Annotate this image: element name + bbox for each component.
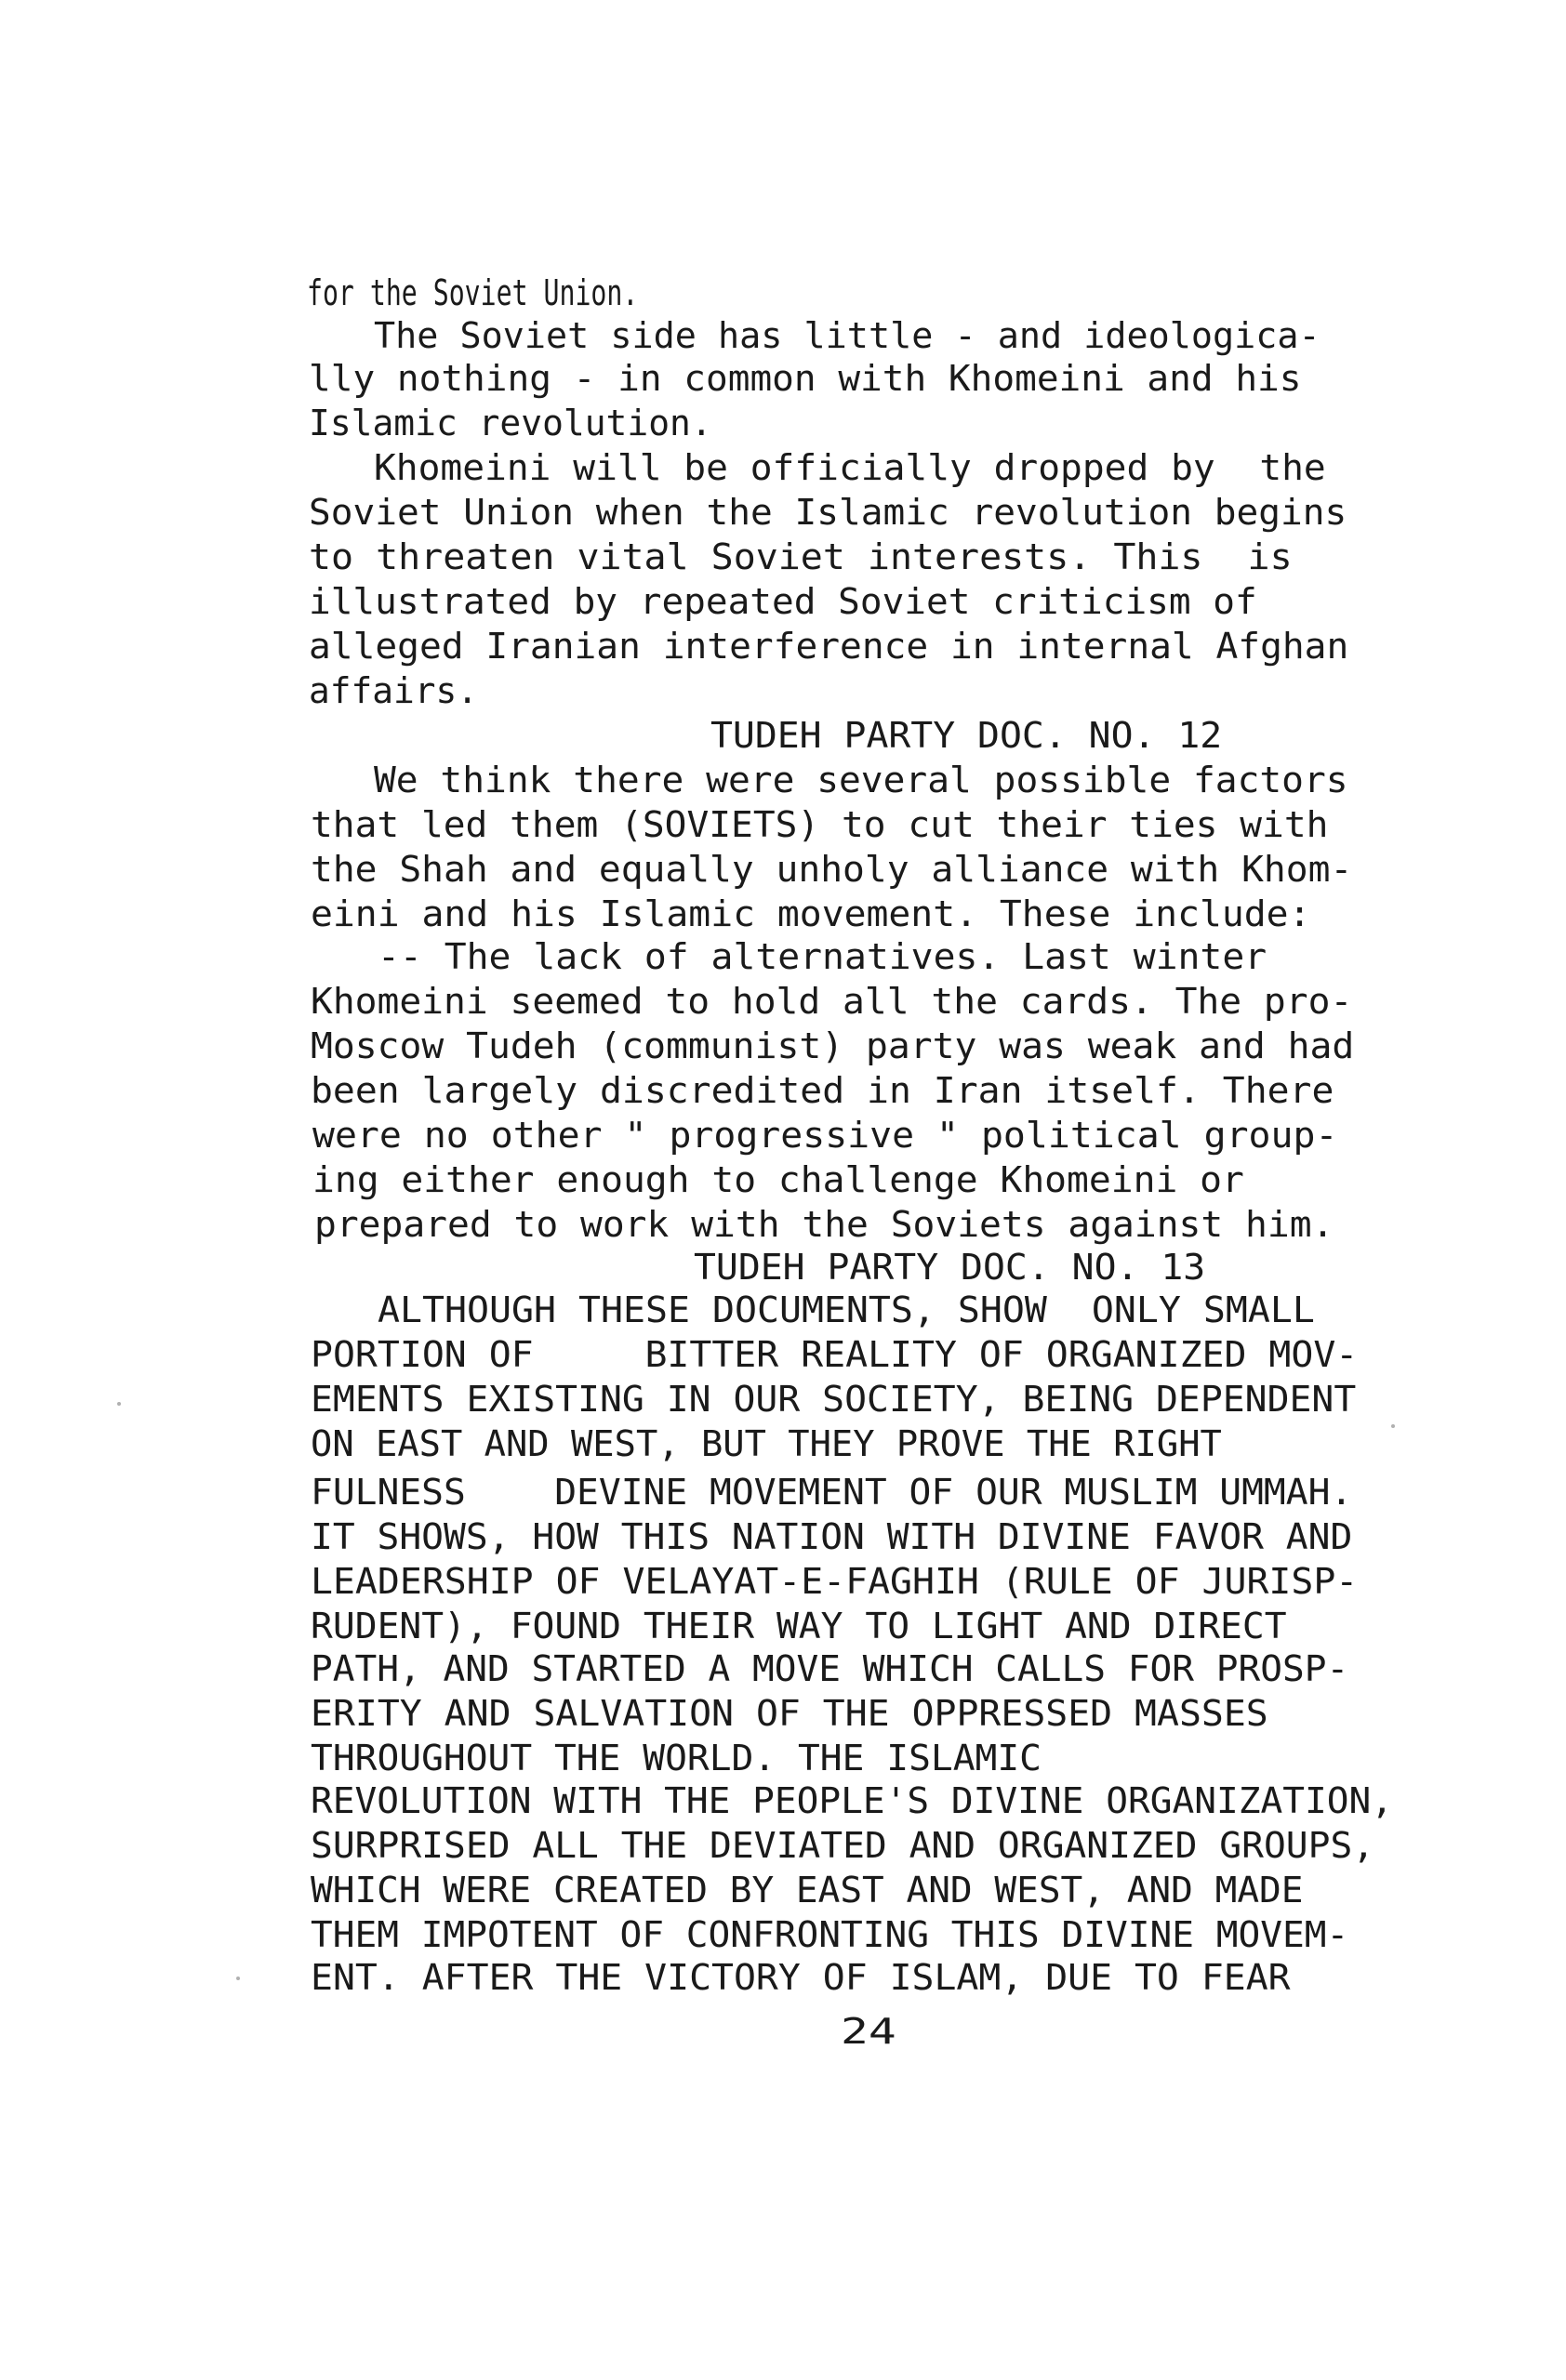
text-line: FULNESS DEVINE MOVEMENT OF OUR MUSLIM UMMAH. [311, 1472, 1353, 1513]
text-line: lly nothing - in common with Khomeini and his [309, 358, 1302, 399]
text-line: that led them (SOVIETS) to cut their ties with [311, 804, 1329, 845]
text-line: THEM IMPOTENT OF CONFRONTING THIS DIVINE MOVEM- [311, 1914, 1349, 1955]
text-line: were no other " progressive " political group- [312, 1115, 1338, 1156]
scan-speck [1391, 1424, 1395, 1428]
page-number: 24 [841, 2011, 896, 2052]
text-line: ENT. AFTER THE VICTORY OF ISLAM, DUE TO FEAR [311, 1957, 1291, 1998]
text-line: EMENTS EXISTING IN OUR SOCIETY, BEING DEPENDENT [311, 1379, 1357, 1420]
text-line: the Shah and equally unholy alliance with Khom- [311, 849, 1353, 890]
text-line: REVOLUTION WITH THE PEOPLE'S DIVINE ORGANIZATION, [311, 1780, 1394, 1821]
text-line: IT SHOWS, HOW THIS NATION WITH DIVINE FAVOR AND [311, 1516, 1353, 1557]
text-line: We think there were several possible factors [374, 760, 1348, 800]
text-line: Khomeini will be officially dropped by the [374, 447, 1326, 488]
text-line: ing either enough to challenge Khomeini or [312, 1159, 1244, 1200]
text-line: WHICH WERE CREATED BY EAST AND WEST, AND MADE [311, 1870, 1304, 1911]
text-line: affairs. [309, 670, 479, 711]
text-line: THROUGHOUT THE WORLD. THE ISLAMIC [311, 1738, 1042, 1778]
scan-speck [117, 1402, 121, 1406]
document-reference-heading: TUDEH PARTY DOC. NO. 13 [694, 1247, 1206, 1288]
text-line: prepared to work with the Soviets against him. [314, 1204, 1334, 1245]
text-line: to threaten vital Soviet interests. This is [309, 536, 1293, 577]
text-line: LEADERSHIP OF VELAYAT-E-FAGHIH (RULE OF JURISP- [311, 1561, 1359, 1602]
scan-speck [236, 1977, 240, 1980]
text-line: for the Soviet Union. [307, 272, 639, 313]
text-line: Soviet Union when the Islamic revolution begins [309, 492, 1347, 533]
text-line: Moscow Tudeh (communist) party was weak and had [311, 1025, 1355, 1066]
text-line: -- The lack of alternatives. Last winter [378, 936, 1267, 977]
text-line: ON EAST AND WEST, BUT THEY PROVE THE RIGHT [311, 1423, 1222, 1464]
text-line: Khomeini seemed to hold all the cards. The pro- [311, 981, 1353, 1022]
text-line: eini and his Islamic movement. These include: [311, 893, 1311, 934]
text-line: SURPRISED ALL THE DEVIATED AND ORGANIZED GROUPS, [311, 1825, 1375, 1866]
text-line: ALTHOUGH THESE DOCUMENTS, SHOW ONLY SMALL [378, 1289, 1315, 1330]
text-line: been largely discredited in Iran itself. There [311, 1070, 1334, 1111]
text-line: alleged Iranian interference in internal Afghan [309, 626, 1349, 667]
text-line: PATH, AND STARTED A MOVE WHICH CALLS FOR PROSP- [311, 1648, 1349, 1689]
document-reference-heading: TUDEH PARTY DOC. NO. 12 [710, 715, 1223, 756]
text-line: The Soviet side has little - and ideologica- [374, 315, 1320, 356]
text-line: illustrated by repeated Soviet criticism of [309, 581, 1257, 622]
text-line: ERITY AND SALVATION OF THE OPPRESSED MASSES [311, 1693, 1268, 1734]
text-line: RUDENT), FOUND THEIR WAY TO LIGHT AND DIRECT [311, 1606, 1287, 1646]
text-line: PORTION OF BITTER REALITY OF ORGANIZED MOV- [311, 1334, 1359, 1375]
text-line: Islamic revolution. [309, 403, 712, 443]
